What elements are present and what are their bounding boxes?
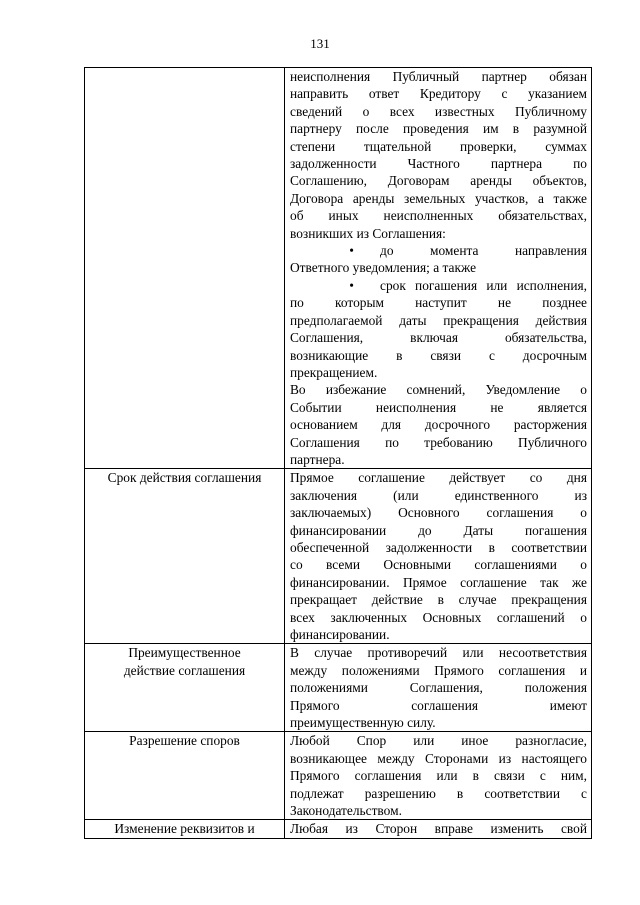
text-line: положениями Соглашения, положения	[290, 680, 587, 696]
text-line: Соглашению, Договорам аренды объектов,	[290, 173, 587, 189]
row-4-left-cell	[85, 732, 285, 820]
text-line: обеспеченной задолженности в соответствии	[290, 539, 587, 555]
text-line: партнера.	[290, 451, 345, 467]
text-line: Соглашения, включая обязательства,	[290, 330, 587, 346]
text-line: партнеру после проведения им в разумной	[290, 121, 587, 137]
text-line: заключения (или единственного из	[290, 487, 587, 503]
bullet-icon: •	[349, 243, 354, 259]
text-line: Соглашения по требованию Публичного	[290, 434, 587, 450]
text-line: задолженности Частного партнера по	[290, 156, 587, 172]
bullet-item	[290, 277, 587, 294]
text-line: Любая из Сторон вправе изменить свой	[290, 821, 587, 837]
text-line: прекращением.	[290, 364, 378, 380]
text-line: между положениями Прямого соглашения и	[290, 662, 587, 678]
bullet-item	[290, 242, 587, 259]
table-row	[85, 644, 592, 732]
row-4-right-cell	[285, 732, 592, 820]
text-line: возникающие в связи с досрочным	[290, 347, 587, 363]
document-table	[84, 67, 592, 839]
table-row	[85, 820, 592, 838]
text-line: Законодательством.	[290, 803, 402, 819]
row-3-right-cell	[285, 644, 592, 732]
row-5-left-cell	[85, 820, 285, 838]
text-line: финансировании до Даты погашения	[290, 522, 587, 538]
text-line: Прямого соглашения имеют	[290, 697, 587, 713]
text-line: направить ответ Кредитору с указанием	[290, 86, 587, 102]
text-line: Во избежание сомнений, Уведомление о	[290, 382, 587, 398]
row-heading: Преимущественное	[128, 645, 241, 661]
bullet-text: срок погашения или исполнения,	[380, 277, 587, 293]
text-line: возникших из Соглашения:	[290, 225, 446, 241]
text-line: заключаемых) Основного соглашения о	[290, 505, 587, 521]
text-line: Событии неисполнения не является	[290, 399, 587, 415]
page-number: 131	[310, 36, 330, 51]
text-line: прекращает действие в случае прекращения	[290, 592, 587, 608]
row-1-right-cell	[285, 68, 592, 469]
row-2-left-cell	[85, 469, 285, 644]
text-line: об иных неисполненных обязательствах,	[290, 208, 587, 224]
text-line: предполагаемой даты прекращения действия	[290, 312, 587, 328]
row-heading: действие соглашения	[123, 662, 246, 678]
text-line: основанием для досрочного расторжения	[290, 417, 587, 433]
text-line: преимущественную силу.	[290, 715, 436, 731]
row-3-left-cell	[85, 644, 285, 732]
text-line: подлежат разрешению в соответствии с	[290, 785, 587, 801]
text-line: возникающее между Сторонами из настоящего	[290, 750, 587, 766]
text-line: Прямое соглашение действует со дня	[290, 470, 587, 486]
bullet-icon: •	[349, 277, 354, 293]
bullet-text: до момента направления	[380, 243, 587, 259]
row-heading: Изменение реквизитов и	[114, 821, 255, 837]
table-row	[85, 68, 592, 469]
row-1-left-cell	[85, 68, 285, 469]
text-line: всех заключенных Основных соглашений о	[290, 609, 587, 625]
text-line: финансировании. Прямое соглашение так же	[290, 574, 587, 590]
text-line: Любой Спор или иное разногласие,	[290, 733, 587, 749]
row-heading: Срок действия соглашения	[107, 470, 262, 486]
text-line: финансировании.	[290, 627, 390, 642]
text-line: В случае противоречий или несоответствия	[290, 645, 587, 661]
text-line: степени тщательной проверки, суммах	[290, 138, 587, 154]
table-row	[85, 732, 592, 820]
text-line: Договора аренды земельных участков, а также	[290, 190, 587, 206]
text-line: по которым наступит не позднее	[290, 295, 587, 311]
row-heading: Разрешение споров	[129, 733, 240, 749]
text-line: неисполнения Публичный партнер обязан	[290, 69, 587, 84]
text-line: Ответного уведомления; а также	[290, 260, 477, 276]
table-row	[85, 469, 592, 644]
row-5-right-cell	[285, 820, 592, 838]
text-line: сведений о всех известных Публичному	[290, 103, 587, 119]
text-line: со всеми Основными соглашениями о	[290, 557, 587, 573]
text-line: Прямого соглашения или в связи с ним,	[290, 768, 587, 784]
row-2-right-cell	[285, 469, 592, 644]
